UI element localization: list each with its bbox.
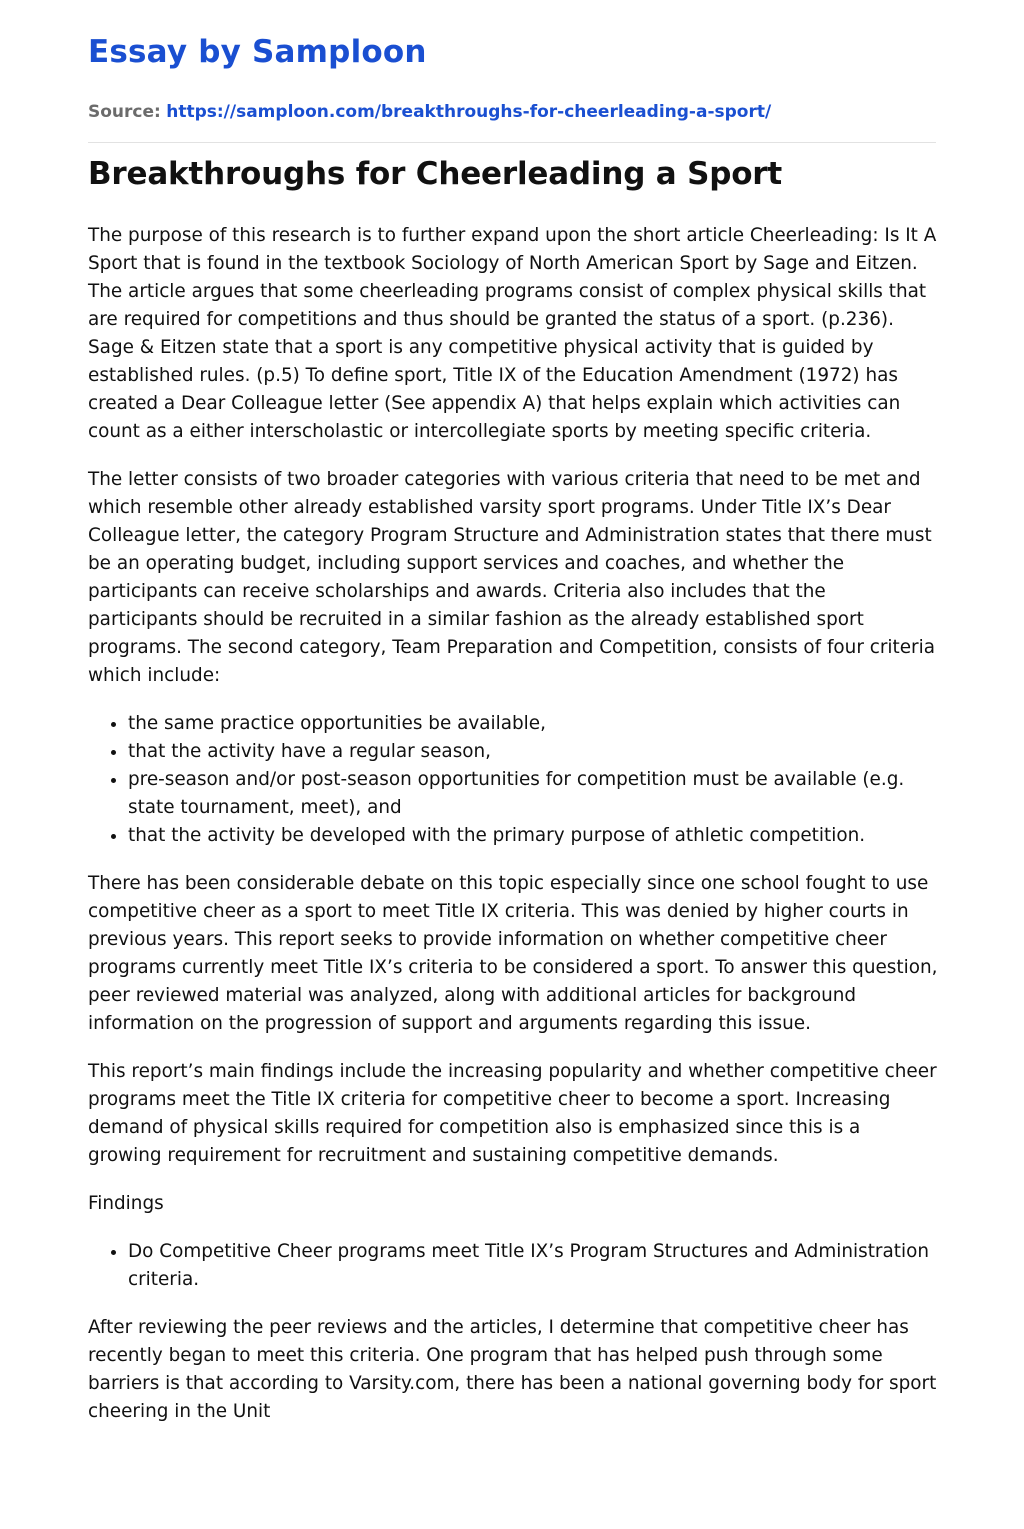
criteria-list (88, 710, 938, 850)
paragraph: The purpose of this research is to further expand upon the short article Cheerleading: Is It A Sport that is found in the textbook Sociology of North American Sport by Sage and Eitzen. The article argues that some cheerleading programs consist of complex physical skills that are required for competitions and thus should be granted the status of a sport. (p.236). Sage & Eitzen state that a sport is any competitive physical activity that is guided by established rules. (p.5) To define sport, Title IX of the Education Amendment (1972) has created a Dear Colleague letter (See appendix A) that helps explain which activities can count as a either interscholastic or intercollegiate sports by meeting specific criteria. (88, 225, 937, 442)
essay-body (88, 222, 938, 1446)
list-item: • that the activity be developed with the primary purpose of athletic competition. (128, 822, 938, 850)
header-divider (88, 142, 936, 143)
list-item: • the same practice opportunities be available, (128, 710, 938, 738)
list-item: • pre-season and/or post-season opportunities for competition must be available (e.g. state tournament, meet), and (128, 766, 938, 822)
findings-heading: Findings (88, 1193, 164, 1214)
paragraph: The letter consists of two broader categories with various criteria that need to be met and which resemble other already established varsity sport programs. Under Title IX’s Dear Colleague letter, the category Program Structure and Administration states that there must be an operating budget, including support services and coaches, and whether the participants can receive scholarships and awards. Criteria also includes that the participants should be recruited in a similar fashion as the already established sport programs. The second category, Team Preparation and Competition, consists of four criteria which include: (88, 469, 935, 686)
paragraph: After reviewing the peer reviews and the articles, I determine that competitive cheer has recently began to meet this criteria. One program that has helped push through some barriers is that according to Varsity.com, there has been a national governing body for sport cheering in the Unit (88, 1317, 937, 1422)
source-line (88, 102, 771, 122)
source-label: Source: (88, 102, 161, 122)
source-link[interactable]: https://samploon.com/breakthroughs-for-cheerleading-a-sport/ (166, 102, 772, 122)
paragraph: This report’s main findings include the increasing popularity and whether competitive cheer programs meet the Title IX criteria for competitive cheer to become a sport. Increasing demand of physical skills required for competition also is emphasized since this is a growing requirement for recruitment and sustaining competitive demands. (88, 1061, 937, 1166)
site-title: Essay by Samploon (88, 34, 427, 70)
paragraph: There has been considerable debate on this topic especially since one school fought to use competitive cheer as a sport to meet Title IX criteria. This was denied by higher courts in previous years. This report seeks to provide information on whether competitive cheer programs currently meet Title IX’s criteria to be considered a sport. To answer this question, peer reviewed material was analyzed, along with additional articles for background information on the progression of support and arguments regarding this issue. (88, 873, 938, 1034)
findings-list (88, 1238, 938, 1294)
essay-title: Breakthroughs for Cheerleading a Sport (88, 156, 783, 192)
list-item: • that the activity have a regular season, (128, 738, 938, 766)
list-item: • Do Competitive Cheer programs meet Title IX’s Program Structures and Administration criteria. (128, 1238, 938, 1294)
